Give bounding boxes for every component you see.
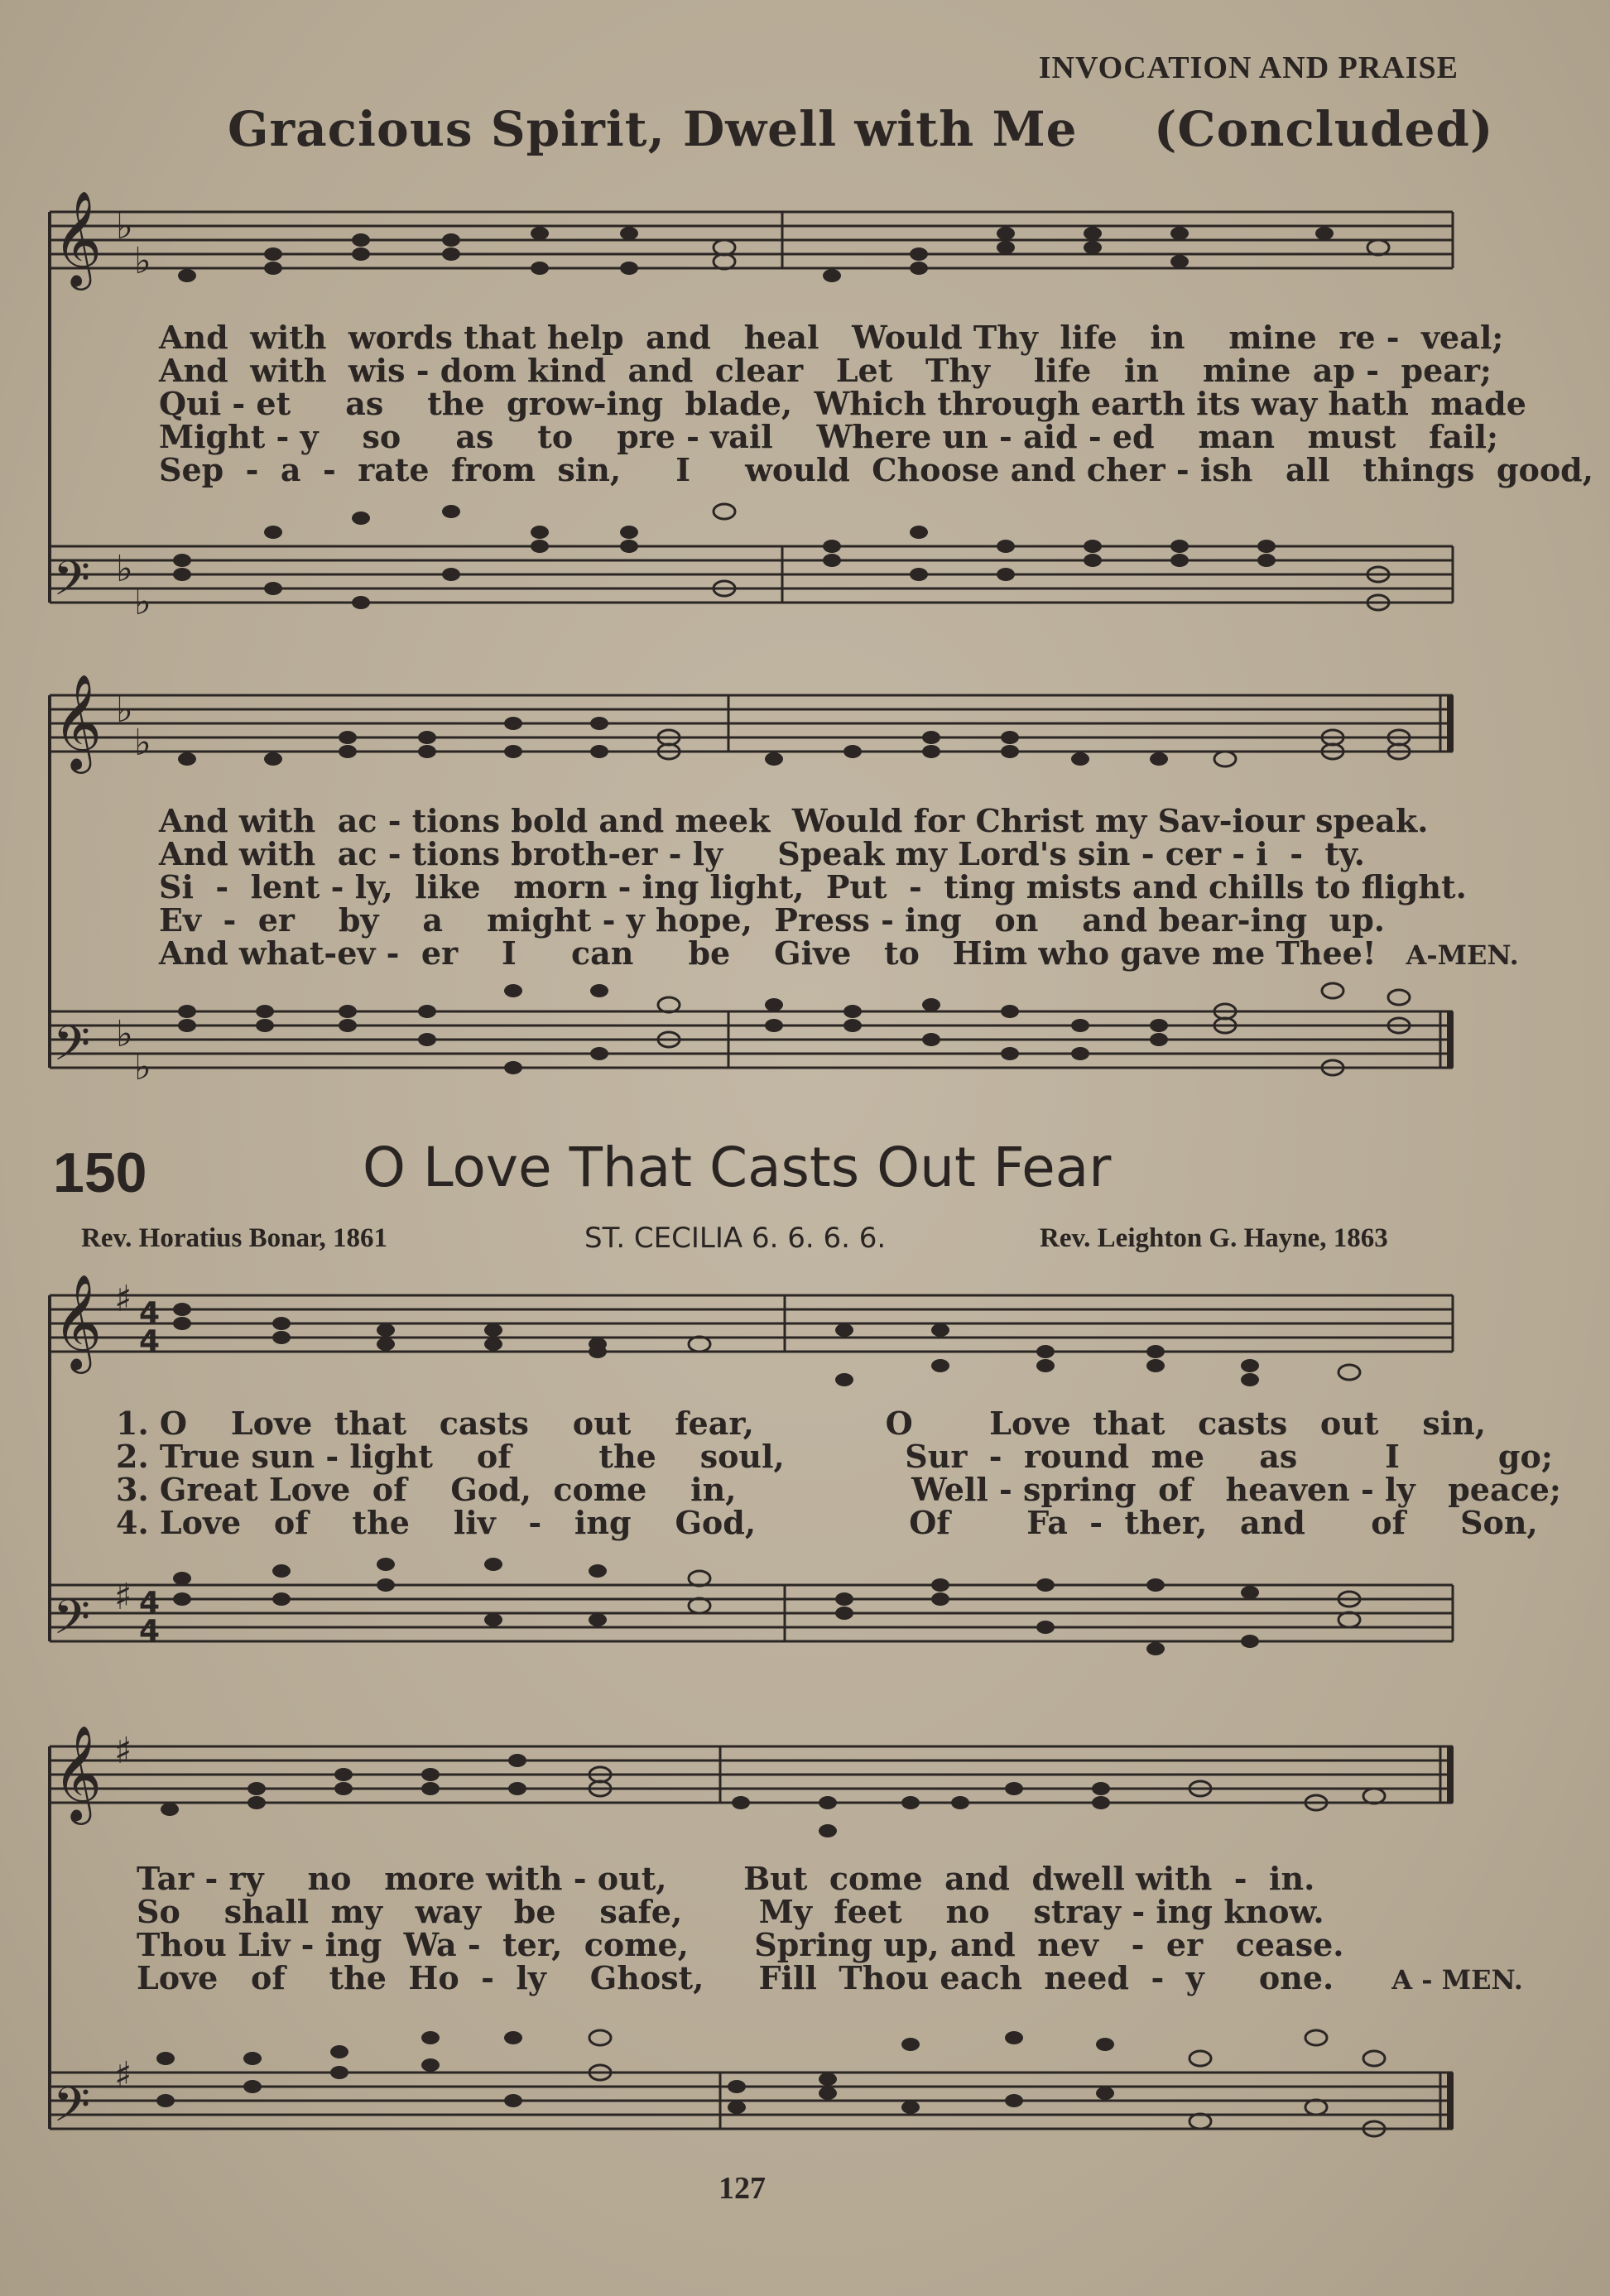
lyric-line: Thou Liv - ing Wa - ter, come, Spring up, and nev - er cease.	[137, 1926, 1344, 1963]
system4-treble-notes	[161, 1754, 1385, 1837]
lyric-line: 4. Love of the liv - ing God, Of Fa - ther, and of Son,	[116, 1504, 1538, 1541]
sharp-icon: ♯	[114, 2054, 132, 2097]
tune-name: ST. CECILIA 6. 6. 6. 6.	[584, 1222, 887, 1255]
treble-clef-icon: 𝄞	[53, 673, 103, 770]
system4-bass-notes	[156, 2030, 1385, 2136]
flat-icon: ♭	[134, 722, 151, 764]
hymn-150-title: O Love That Casts Out Fear	[363, 1136, 1112, 1199]
section-heading: INVOCATION AND PRAISE	[1038, 50, 1459, 85]
system1-treble-staff	[50, 212, 1453, 268]
system3-treble-staff	[50, 1295, 1453, 1352]
sharp-icon: ♯	[114, 1576, 132, 1618]
hymn-149-continuation: (Concluded)	[1153, 101, 1494, 157]
bass-clef-icon: 𝄢	[53, 2077, 91, 2145]
bass-clef-icon: 𝄢	[53, 550, 91, 618]
flat-icon: ♭	[134, 240, 151, 282]
amen-label: A - MEN.	[1391, 1964, 1523, 1996]
svg-text:4: 4	[139, 1296, 161, 1330]
hymn-150-system2-lyrics	[137, 1862, 1523, 1996]
hymn-149-system2-lyrics	[159, 802, 1519, 972]
svg-text:4: 4	[139, 1614, 161, 1648]
lyric-line: 2. True sun - light of the soul, Sur - round me as I go;	[116, 1438, 1553, 1475]
lyric-line-text: Love of the Ho - ly Ghost, Fill Thou each need - y one.	[137, 1959, 1334, 1996]
system2-treble-staff	[50, 695, 1453, 752]
bass-clef-icon: 𝄢	[53, 1589, 91, 1657]
flat-icon: ♭	[116, 689, 133, 731]
flat-icon: ♭	[116, 1013, 133, 1055]
lyric-line: 1. O Love that casts out fear, O Love that casts out sin,	[116, 1405, 1487, 1442]
flat-icon: ♭	[116, 205, 133, 247]
lyric-line-text: And what-ev - er I can be Give to Him who gave me Thee!	[159, 934, 1377, 972]
system2-bass-notes	[178, 983, 1410, 1075]
bass-clef-icon: 𝄢	[53, 1016, 91, 1083]
flat-icon: ♭	[116, 548, 133, 590]
lyric-line: Tar - ry no more with - out, But come and dwell with - in.	[137, 1860, 1315, 1897]
system3-treble-notes	[173, 1303, 1360, 1386]
amen-label: A-MEN.	[1406, 939, 1519, 971]
svg-text:4: 4	[139, 1586, 161, 1620]
lyric-line: Qui - et as the grow-ing blade, Which through earth its way hath made	[159, 385, 1526, 422]
svg-text:4: 4	[139, 1324, 161, 1358]
lyric-line: 3. Great Love of God, come in, Well - spring of heaven - ly peace;	[116, 1471, 1561, 1508]
treble-clef-icon: 𝄞	[53, 1724, 103, 1821]
sharp-icon: ♯	[114, 1278, 132, 1320]
hymn-150-system1-lyrics	[116, 1407, 1561, 1539]
system4-bass-staff	[50, 2073, 1453, 2129]
lyric-line	[159, 934, 1519, 972]
lyric-line: And with words that help and heal Would Thy life in mine re - veal;	[159, 319, 1504, 356]
flat-icon: ♭	[134, 1046, 151, 1088]
hymn-149-system1-lyrics	[159, 321, 1593, 487]
flat-icon: ♭	[134, 581, 151, 623]
system1-bass-staff	[50, 546, 1453, 603]
treble-clef-icon: 𝄞	[53, 1273, 103, 1370]
lyric-line	[137, 1959, 1523, 1996]
hymn-number: 150	[53, 1141, 147, 1204]
lyric-line: Might - y so as to pre - vail Where un - aid - ed man must fail;	[159, 418, 1499, 455]
hymn-149-title-text: Gracious Spirit, Dwell with Me	[228, 101, 1078, 157]
composer-credit: Rev. Leighton G. Hayne, 1863	[1040, 1223, 1388, 1253]
lyric-line: Si - lent - ly, like morn - ing light, Put - ting mists and chills to flight.	[159, 868, 1467, 905]
page-number: 127	[718, 2171, 766, 2206]
treble-clef-icon: 𝄞	[53, 190, 103, 286]
sharp-icon: ♯	[114, 1730, 132, 1772]
lyric-line: And with ac - tions broth-er - ly Speak my Lord's sin - cer - i - ty.	[159, 835, 1365, 872]
lyric-line: And with wis - dom kind and clear Let Thy life in mine ap - pear;	[159, 352, 1492, 389]
lyric-line: And with ac - tions bold and meek Would for Christ my Sav-iour speak.	[159, 802, 1429, 839]
lyric-line: Sep - a - rate from sin, I would Choose and cher - ish all things good,	[159, 451, 1593, 488]
lyric-line: So shall my way be safe, My feet no stray - ing know.	[137, 1893, 1324, 1930]
author-credit: Rev. Horatius Bonar, 1861	[81, 1223, 388, 1253]
lyric-line: Ev - er by a might - y hope, Press - ing on and bear-ing up.	[159, 901, 1386, 939]
